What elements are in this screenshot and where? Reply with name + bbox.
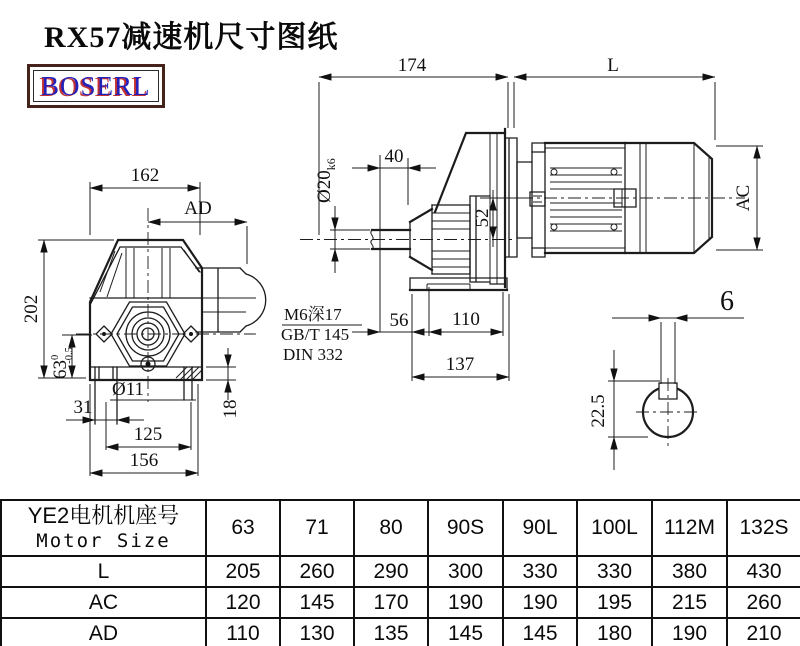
dim-key-width-6	[612, 286, 744, 318]
table-row-L	[1, 556, 800, 587]
svg-text:56: 56	[389, 310, 409, 331]
col-header: 90S	[428, 500, 503, 556]
table-header-row	[1, 500, 800, 556]
svg-text:L: L	[607, 55, 619, 76]
svg-text:18: 18	[220, 399, 241, 419]
dim-key-height-22-5	[588, 350, 660, 470]
col-header: 90L	[503, 500, 577, 556]
dimension-table-wrap	[0, 499, 800, 646]
table-cell: 190	[503, 587, 577, 618]
dim-width-110	[429, 292, 503, 336]
brand-logo-frame	[33, 70, 159, 102]
table-cell: 145	[503, 618, 577, 646]
svg-text:Ø11: Ø11	[112, 379, 145, 400]
tapped-hole-note	[281, 305, 362, 364]
shaft-section-drawing	[588, 286, 744, 470]
svg-text:110: 110	[452, 309, 480, 330]
dim-width-56	[352, 287, 429, 336]
table-cell: 145	[428, 618, 503, 646]
table-cell: 205	[206, 556, 280, 587]
motor-size-header-en: Motor Size	[36, 530, 171, 552]
dim-width-137	[412, 294, 509, 381]
table-cell: 215	[652, 587, 727, 618]
dim-width-40	[352, 146, 436, 332]
table-cell: 190	[428, 587, 503, 618]
svg-text:156: 156	[129, 450, 159, 471]
svg-text:6: 6	[720, 286, 734, 317]
motor-size-header	[1, 500, 206, 556]
svg-text:630-0.5: $63^0$ -0.5	[50, 347, 75, 379]
svg-text:202: 202	[21, 294, 42, 324]
svg-text:AC: AC	[733, 184, 754, 212]
table-cell: 380	[652, 556, 727, 587]
table-cell: 260	[280, 556, 354, 587]
label-dia-11	[110, 379, 196, 400]
dimension-table	[0, 499, 800, 646]
row-label: L	[1, 556, 206, 587]
table-cell: 300	[428, 556, 503, 587]
table-cell: 290	[354, 556, 428, 587]
table-cell: 210	[727, 618, 800, 646]
svg-text:31: 31	[73, 397, 93, 418]
table-cell: 190	[652, 618, 727, 646]
brand-logo-text: BOSERL	[41, 71, 151, 101]
table-cell: 330	[503, 556, 577, 587]
col-header: 100L	[577, 500, 652, 556]
dim-dia-20k6	[314, 158, 370, 273]
svg-text:125: 125	[133, 424, 163, 445]
front-view-drawing	[21, 165, 266, 476]
table-cell: 330	[577, 556, 652, 587]
page-title: RX57减速机尺寸图纸	[44, 21, 339, 54]
svg-text:137: 137	[445, 354, 475, 375]
side-view-drawing	[281, 55, 763, 381]
svg-text:Ø20k6: $Ø20_{k6}$	[314, 158, 338, 203]
table-cell: 120	[206, 587, 280, 618]
dim-length-L	[514, 55, 715, 140]
col-header: 132S	[727, 500, 800, 556]
table-cell: 170	[354, 587, 428, 618]
svg-text:52: 52	[472, 208, 493, 228]
svg-text:40: 40	[384, 146, 404, 167]
table-cell: 195	[577, 587, 652, 618]
svg-text:174: 174	[397, 55, 427, 76]
col-header: 112M	[652, 500, 727, 556]
table-cell: 130	[280, 618, 354, 646]
table-row-AC	[1, 587, 800, 618]
dim-width-174	[319, 55, 508, 235]
brand-logo	[27, 64, 165, 108]
svg-text:DIN 332: DIN 332	[283, 345, 343, 364]
svg-text:22.5: 22.5	[588, 394, 609, 428]
table-cell: 430	[727, 556, 800, 587]
svg-text:162: 162	[130, 165, 160, 186]
table-cell: 110	[206, 618, 280, 646]
col-header: 71	[280, 500, 354, 556]
table-cell: 135	[354, 618, 428, 646]
motor-size-header-cn: YE2电机机座号	[27, 503, 180, 528]
svg-text:M6深17: M6深17	[284, 305, 342, 324]
dim-width-AD	[148, 198, 247, 264]
dim-width-125	[106, 402, 191, 450]
table-cell: 145	[280, 587, 354, 618]
dim-height-63	[50, 335, 92, 379]
row-label: AD	[1, 618, 206, 646]
dim-height-18	[206, 348, 241, 419]
table-row-AD	[1, 618, 800, 646]
col-header: 80	[354, 500, 428, 556]
row-label: AC	[1, 587, 206, 618]
svg-text:GB/T 145: GB/T 145	[281, 325, 350, 344]
col-header: 63	[206, 500, 280, 556]
table-cell: 260	[727, 587, 800, 618]
table-cell: 180	[577, 618, 652, 646]
svg-text:AD: AD	[184, 198, 212, 219]
